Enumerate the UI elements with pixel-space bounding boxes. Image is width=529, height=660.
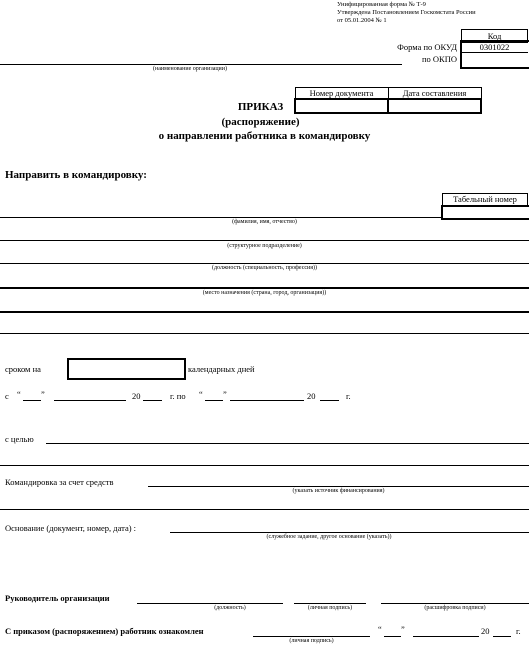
head-label: Руководитель организации bbox=[5, 593, 110, 603]
purpose-line-2[interactable] bbox=[0, 465, 529, 466]
ack-year-prefix: 20 bbox=[481, 626, 490, 636]
head-signature-caption: (личная подпись) bbox=[307, 605, 353, 611]
purpose-line[interactable] bbox=[46, 443, 529, 444]
ack-year-suffix: г. bbox=[516, 626, 521, 636]
basis-label: Основание (документ, номер, дата) : bbox=[5, 523, 137, 533]
destination-line-3[interactable] bbox=[0, 333, 529, 334]
unit-caption: (структурное подразделение) bbox=[227, 243, 302, 249]
doc-date-header: Дата составления bbox=[388, 88, 481, 100]
ack-signature-caption: (личная подпись) bbox=[289, 638, 334, 644]
to-label: г. по bbox=[170, 391, 186, 401]
to-quote-open: “ bbox=[199, 389, 203, 399]
to-quote-close: ” bbox=[223, 389, 227, 399]
to-month-line[interactable] bbox=[230, 400, 304, 401]
ack-signature-line[interactable] bbox=[253, 636, 370, 637]
purpose-label: с целью bbox=[5, 434, 34, 444]
funding-caption: (указать источник финансирования) bbox=[292, 488, 385, 494]
ack-day-line[interactable] bbox=[384, 636, 401, 637]
head-signature-line[interactable] bbox=[294, 603, 366, 604]
destination-line-2[interactable] bbox=[0, 311, 529, 313]
head-position-caption: (должность) bbox=[214, 605, 246, 611]
ack-label: С приказом (распоряжением) работник ознакомлен bbox=[5, 626, 204, 636]
head-position-line[interactable] bbox=[137, 603, 283, 604]
fio-caption: (фамилия, имя, отчество) bbox=[232, 219, 297, 225]
term-label: сроком на bbox=[5, 364, 41, 374]
ack-quote-open: “ bbox=[378, 624, 382, 634]
term-days-box[interactable] bbox=[67, 358, 186, 380]
okpo-label: по ОКПО bbox=[421, 54, 457, 64]
send-heading: Направить в командировку: bbox=[5, 169, 147, 181]
from-year-prefix: 20 bbox=[132, 391, 141, 401]
funding-line-2[interactable] bbox=[0, 509, 529, 510]
basis-caption: (служебное задание, другое основание (указать)) bbox=[266, 534, 392, 540]
head-name-caption: (расшифровка подписи) bbox=[424, 605, 486, 611]
to-year-suffix: г. bbox=[346, 391, 351, 401]
title-directive: (распоряжение) bbox=[221, 116, 300, 128]
organization-line[interactable] bbox=[0, 64, 402, 65]
okud-label: Форма по ОКУД bbox=[397, 42, 457, 52]
from-label: с bbox=[5, 391, 9, 401]
form-number-line: Унифицированная форма № Т-9 bbox=[337, 1, 426, 8]
funding-label: Командировка за счет средств bbox=[5, 477, 114, 487]
to-year-line[interactable] bbox=[320, 400, 339, 401]
tab-number-cell[interactable] bbox=[441, 205, 529, 220]
title-subject: о направлении работника в командировку bbox=[158, 130, 371, 142]
form-date-line: от 05.01.2004 № 1 bbox=[337, 17, 387, 24]
title-order: ПРИКАЗ bbox=[237, 101, 284, 113]
position-line[interactable] bbox=[0, 263, 529, 264]
tab-number-header: Табельный номер bbox=[442, 193, 528, 206]
from-quote-open: “ bbox=[17, 389, 21, 399]
unit-line[interactable] bbox=[0, 240, 529, 241]
codes-header: Код bbox=[461, 29, 528, 43]
to-year-prefix: 20 bbox=[307, 391, 316, 401]
destination-caption: (место назначения (страна, город, организация)) bbox=[202, 290, 327, 296]
position-caption: (должность (специальность, профессия)) bbox=[212, 265, 317, 271]
basis-line[interactable] bbox=[170, 532, 529, 533]
ack-month-line[interactable] bbox=[413, 636, 479, 637]
organization-caption: (наименование организации) bbox=[153, 66, 227, 72]
to-day-line[interactable] bbox=[205, 400, 223, 401]
ack-year-line[interactable] bbox=[493, 636, 511, 637]
destination-line[interactable] bbox=[0, 287, 529, 289]
ack-quote-close: ” bbox=[401, 624, 405, 634]
term-suffix: календарных дней bbox=[188, 364, 255, 374]
from-year-line[interactable] bbox=[143, 400, 162, 401]
codes-divider bbox=[461, 52, 528, 53]
doc-number-header: Номер документа bbox=[295, 88, 388, 100]
fio-line[interactable] bbox=[0, 217, 441, 218]
head-name-line[interactable] bbox=[381, 603, 529, 604]
okud-code: 0301022 bbox=[479, 42, 510, 52]
form-approval-line: Утверждена Постановлением Госкомстата России bbox=[337, 9, 476, 16]
from-day-line[interactable] bbox=[23, 400, 41, 401]
funding-line[interactable] bbox=[148, 486, 529, 487]
from-quote-close: ” bbox=[41, 389, 45, 399]
from-month-line[interactable] bbox=[54, 400, 126, 401]
